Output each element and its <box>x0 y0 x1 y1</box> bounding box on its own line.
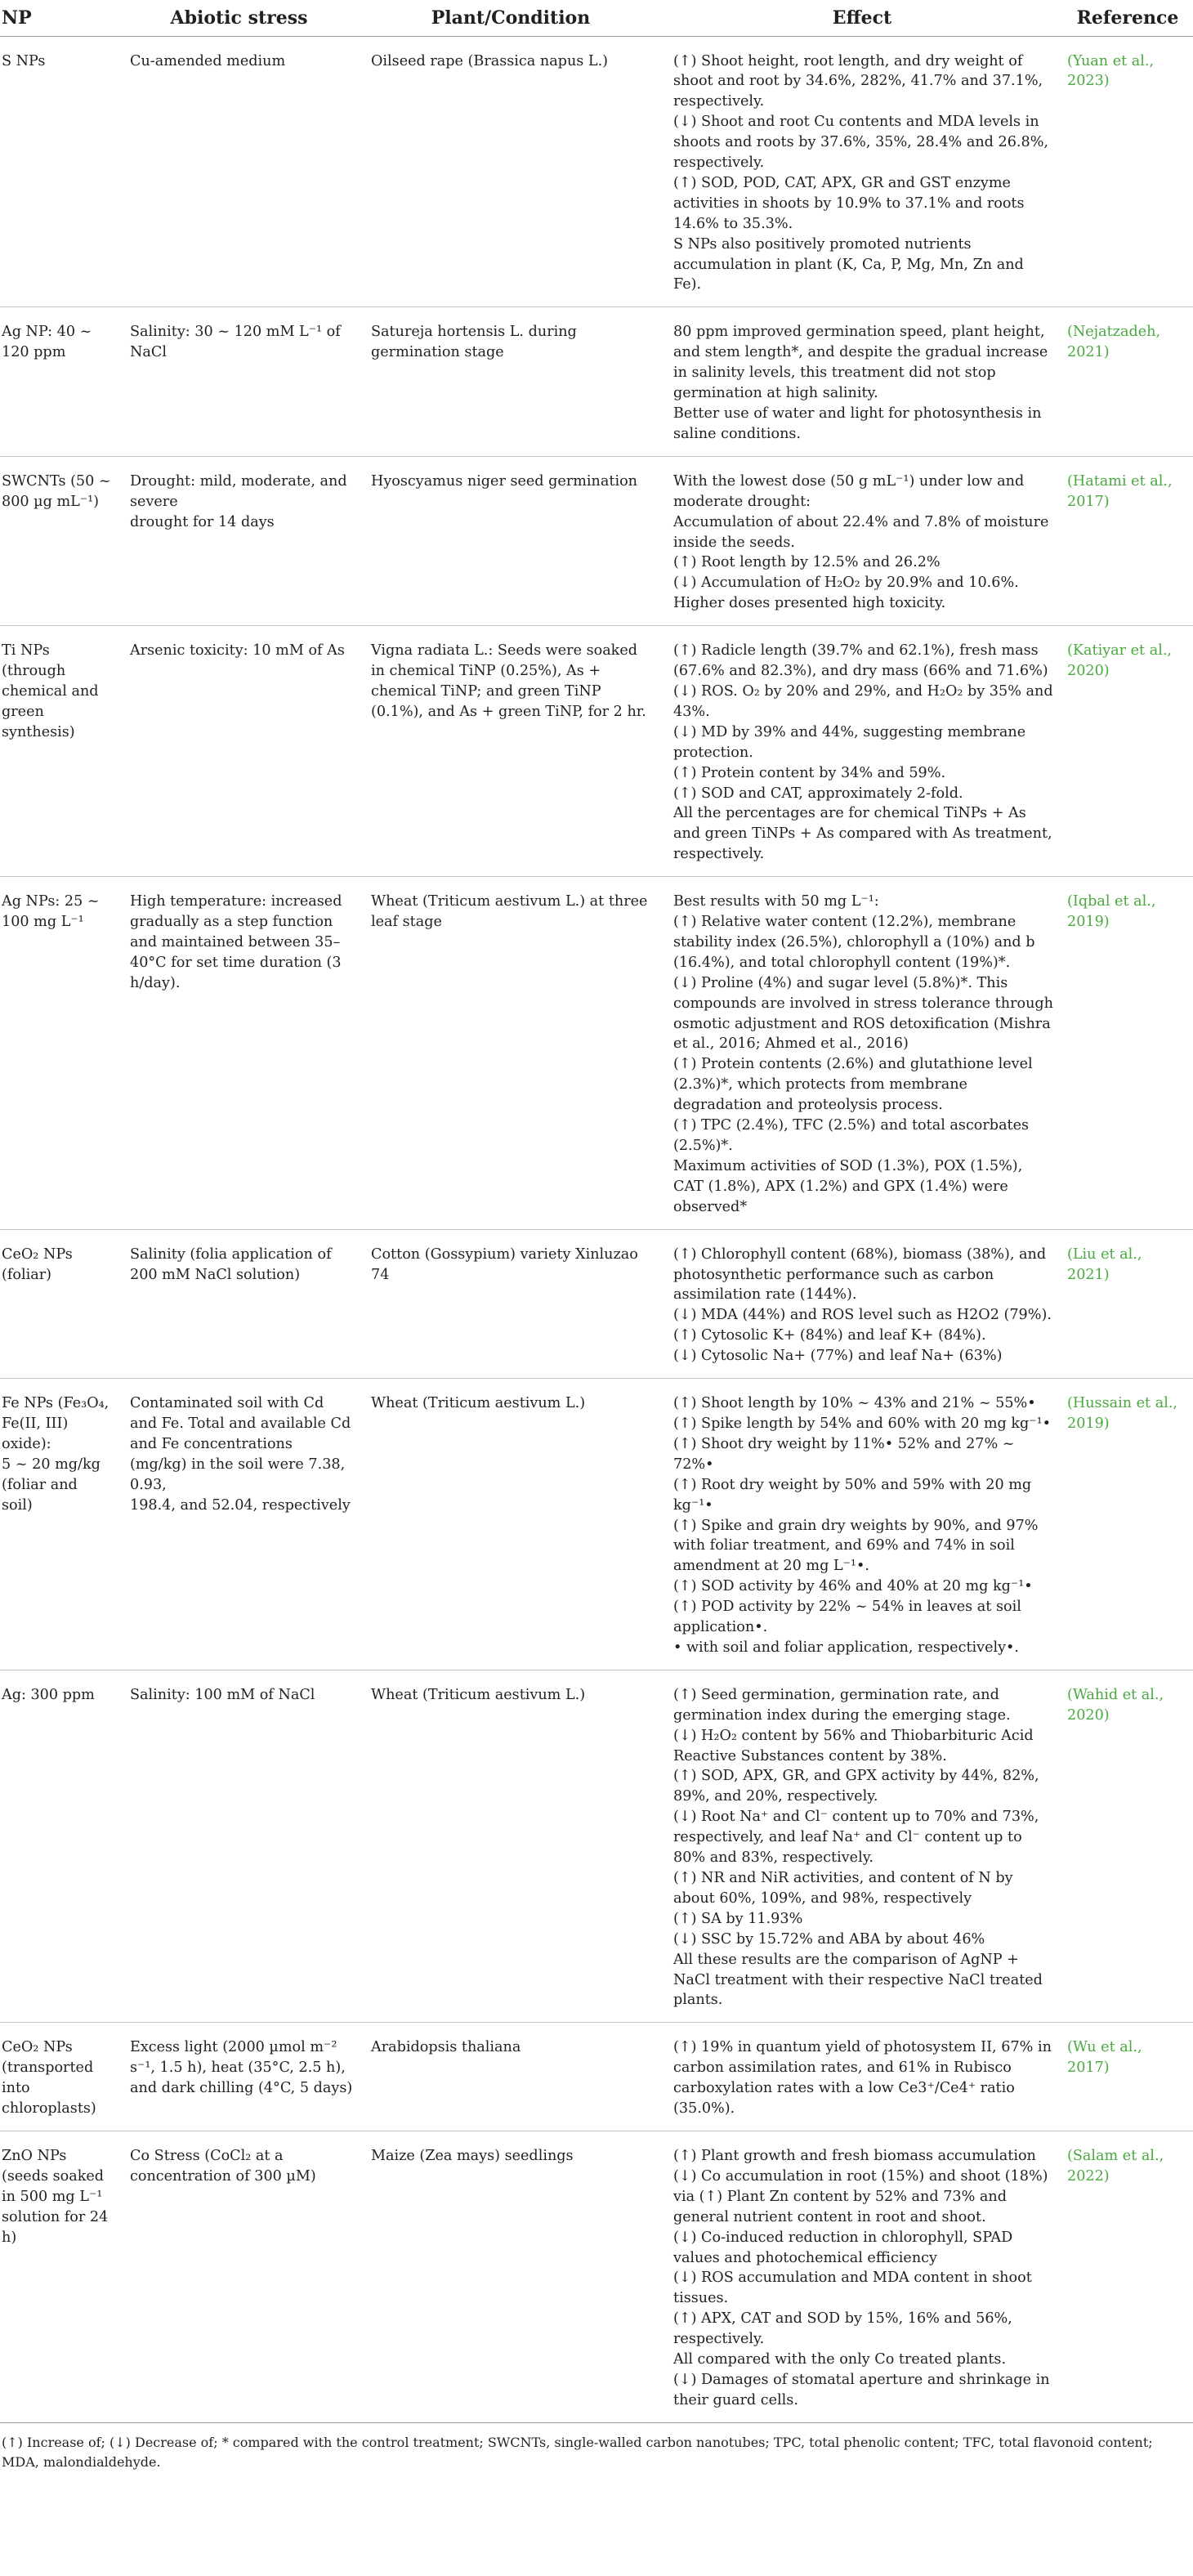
effect-line: (↓) Co accumulation in root (15%) and shoot (18%) <box>673 2167 1048 2185</box>
reference-cell[interactable] <box>1062 36 1193 307</box>
abiotic-stress-cell <box>118 307 360 456</box>
effect-line: (↑) 19% in quantum yield of photosystem II, 67% in carbon assimilation rates, and 61% in Rubisco carboxylation rates with a low Ce3⁺/Ce4⁺ ratio (35.0%). <box>673 2039 1052 2118</box>
plant-condition-cell <box>360 2131 662 2422</box>
effect-cell <box>662 36 1062 307</box>
plant-condition-cell <box>360 1379 662 1670</box>
plant-condition-cell-text: Cotton (Gossypium) variety Xinluzao 74 <box>371 1246 638 1283</box>
abiotic-stress-cell-text: Drought: mild, moderate, and severe <box>130 472 347 510</box>
table-row <box>0 1229 1193 1378</box>
np-cell <box>0 626 118 877</box>
reference-cell-text[interactable]: (Liu et al., 2021) <box>1067 1246 1142 1283</box>
plant-condition-cell-text: Maize (Zea mays) seedlings <box>371 2147 574 2164</box>
abiotic-stress-cell-text: Co Stress (CoCl₂ at a concentration of 300 µM) <box>130 2147 316 2185</box>
table-footnote: (↑) Increase of; (↓) Decrease of; * compared with the control treatment; SWCNTs, single-walled carbon nanotubes; TPC, total phenolic content; TFC, total flavonoid content; MDA, malondialdehyde. <box>0 2422 1193 2472</box>
table-row <box>0 626 1193 877</box>
plant-condition-cell-text: Satureja hortensis L. during germination stage <box>371 324 577 361</box>
effect-line: (↓) Co-induced reduction in chlorophyll, SPAD values and photochemical efficiency <box>673 2229 1013 2266</box>
effect-line: All these results are the comparison of AgNP + NaCl treatment with their respective NaCl treated plants. <box>673 1951 1043 2009</box>
np-cell-text: 5 ~ 20 mg/kg (foliar and soil) <box>2 1456 101 1514</box>
effect-cell <box>662 1670 1062 2023</box>
np-cell <box>0 456 118 625</box>
effect-line: (↓) Damages of stomatal aperture and shrinkage in their guard cells. <box>673 2371 1050 2408</box>
np-cell-text: Ag NPs: 25 ~ 100 mg L⁻¹ <box>2 893 100 931</box>
reference-cell-text[interactable]: (Hatami et al., 2017) <box>1067 472 1173 510</box>
table-row <box>0 2131 1193 2422</box>
effect-line: (↓) H₂O₂ content by 56% and Thiobarbituric Acid Reactive Substances content by 38%. <box>673 1727 1034 1764</box>
abiotic-stress-cell <box>118 2131 360 2422</box>
effect-line: (↓) Shoot and root Cu contents and MDA levels in shoots and roots by 37.6%, 35%, 28.4% and 26.8%, respectively. <box>673 114 1049 172</box>
plant-condition-cell-text: Hyoscyamus niger seed germination <box>371 472 637 490</box>
effect-line: (↑) Shoot dry weight by 11%• 52% and 27% ~ 72%• <box>673 1435 1015 1473</box>
np-cell <box>0 2023 118 2131</box>
table-body <box>0 36 1193 2422</box>
effect-line: (↑) Radicle length (39.7% and 62.1%), fresh mass (67.6% and 82.3%), and dry mass (66% and 71.6%) <box>673 642 1048 680</box>
effect-line: All the percentages are for chemical TiNPs + As and green TiNPs + As compared with As treatment, respectively. <box>673 805 1052 863</box>
table-row <box>0 1670 1193 2023</box>
effect-line: (↑) SOD and CAT, approximately 2-fold. <box>673 785 963 802</box>
effect-line: (↑) Protein contents (2.6%) and glutathione level (2.3%)*, which protects from membrane degradation and proteolysis process. <box>673 1056 1033 1114</box>
table-row <box>0 1379 1193 1670</box>
np-cell <box>0 1229 118 1378</box>
reference-cell[interactable] <box>1062 1229 1193 1378</box>
reference-cell[interactable] <box>1062 456 1193 625</box>
effect-line: (↑) NR and NiR activities, and content of N by about 60%, 109%, and 98%, respectively <box>673 1870 1013 1907</box>
plant-condition-cell <box>360 36 662 307</box>
table-row <box>0 307 1193 456</box>
np-cell <box>0 2131 118 2422</box>
np-cell-text: ZnO NPs (seeds soaked in 500 mg L⁻¹ solution for 24 h) <box>2 2147 109 2246</box>
abiotic-stress-cell-text: Salinity: 100 mM of NaCl <box>130 1686 315 1703</box>
effect-line: (↑) Protein content by 34% and 59%. <box>673 764 946 781</box>
effect-cell <box>662 2023 1062 2131</box>
table-row <box>0 36 1193 307</box>
abiotic-stress-cell-text: Contaminated soil with Cd and Fe. Total and available Cd and Fe concentrations (mg/kg) in the soil were 7.38, 0.93, <box>130 1395 351 1493</box>
header-effect: Effect <box>662 0 1062 36</box>
reference-cell[interactable] <box>1062 1670 1193 2023</box>
abiotic-stress-cell-text: 198.4, and 52.04, respectively <box>130 1496 351 1514</box>
np-cell <box>0 1670 118 2023</box>
effect-line: S NPs also positively promoted nutrients accumulation in plant (K, Ca, P, Mg, Mn, Zn and Fe). <box>673 235 1024 293</box>
plant-condition-cell-text: Oilseed rape (Brassica napus L.) <box>371 52 609 69</box>
effect-line: (↑) SOD, POD, CAT, APX, GR and GST enzyme activities in shoots by 10.9% to 37.1% and roots 14.6% to 35.3%. <box>673 174 1025 232</box>
effect-line: (↑) Chlorophyll content (68%), biomass (38%), and photosynthetic performance such as carbon assimilation rate (144%). <box>673 1246 1047 1304</box>
effect-line: • with soil and foliar application, respectively•. <box>673 1639 1020 1656</box>
effect-line: (↓) ROS. O₂ by 20% and 29%, and H₂O₂ by 35% and 43%. <box>673 682 1053 720</box>
effect-line: (↓) MD by 39% and 44%, suggesting membrane protection. <box>673 723 1026 761</box>
header-np: NP <box>0 0 118 36</box>
abiotic-stress-cell-text: Salinity: 30 ~ 120 mM L⁻¹ of NaCl <box>130 324 341 361</box>
effect-line: (↓) ROS accumulation and MDA content in shoot tissues. <box>673 2270 1032 2307</box>
effect-line: (↑) APX, CAT and SOD by 15%, 16% and 56%, respectively. <box>673 2310 1012 2348</box>
effect-line: (↑) Plant growth and fresh biomass accumulation <box>673 2147 1036 2164</box>
reference-cell[interactable] <box>1062 877 1193 1230</box>
abiotic-stress-cell <box>118 626 360 877</box>
plant-condition-cell <box>360 456 662 625</box>
effect-line: (↓) MDA (44%) and ROS level such as H2O2 (79%). <box>673 1307 1052 1324</box>
effect-line: Better use of water and light for photosynthesis in saline conditions. <box>673 405 1042 442</box>
reference-cell-text[interactable]: (Iqbal et al., 2019) <box>1067 893 1156 931</box>
abiotic-stress-cell <box>118 1670 360 2023</box>
effect-line: Accumulation of about 22.4% and 7.8% of moisture inside the seeds. <box>673 513 1049 551</box>
reference-cell-text[interactable]: (Salam et al., 2022) <box>1067 2147 1164 2185</box>
plant-condition-cell <box>360 1229 662 1378</box>
np-cell-text: S NPs <box>2 52 46 69</box>
effect-line: Higher doses presented high toxicity. <box>673 595 946 612</box>
effect-line: All compared with the only Co treated plants. <box>673 2351 1007 2368</box>
plant-condition-cell-text: Wheat (Triticum aestivum L.) at three leaf stage <box>371 893 648 931</box>
effect-cell <box>662 307 1062 456</box>
abiotic-stress-cell-text: High temperature: increased gradually as a step function and maintained between 35–40°C for set time duration (3 h/day). <box>130 893 342 991</box>
table-header <box>0 0 1193 36</box>
abiotic-stress-cell <box>118 877 360 1230</box>
effect-line: (↑) Shoot height, root length, and dry weight of shoot and root by 34.6%, 282%, 41.7% and 37.1%, respectively. <box>673 52 1043 110</box>
effect-cell <box>662 456 1062 625</box>
effect-line: (↓) Root Na⁺ and Cl⁻ content up to 70% and 73%, respectively, and leaf Na⁺ and Cl⁻ content up to 80% and 83%, respectively. <box>673 1809 1039 1867</box>
abiotic-stress-cell-text: Arsenic toxicity: 10 mM of As <box>130 642 345 660</box>
np-cell-text: Ag: 300 ppm <box>2 1686 95 1703</box>
abiotic-stress-cell-text: Cu-amended medium <box>130 52 286 69</box>
effect-line: Maximum activities of SOD (1.3%), POX (1.5%), CAT (1.8%), APX (1.2%) and GPX (1.4%) were observed* <box>673 1157 1023 1215</box>
reference-cell-text[interactable]: (Wu et al., 2017) <box>1067 2039 1142 2077</box>
header-row <box>0 0 1193 36</box>
effect-line: (↑) SOD, APX, GR, and GPX activity by 44%, 82%, 89%, and 20%, respectively. <box>673 1768 1039 1805</box>
abiotic-stress-cell <box>118 1229 360 1378</box>
np-cell <box>0 307 118 456</box>
effect-line: (↑) Root length by 12.5% and 26.2% <box>673 554 941 571</box>
effect-line: (↑) SOD activity by 46% and 40% at 20 mg kg⁻¹• <box>673 1578 1033 1595</box>
abiotic-stress-cell <box>118 36 360 307</box>
effect-line: 80 ppm improved germination speed, plant height, and stem length*, and despite the gradual increase in salinity levels, this treatment did not stop germination at high salinity. <box>673 324 1048 402</box>
plant-condition-cell <box>360 307 662 456</box>
effect-line: (↓) SSC by 15.72% and ABA by about 46% <box>673 1930 985 1948</box>
effect-cell <box>662 626 1062 877</box>
effect-line: Best results with 50 mg L⁻¹: <box>673 893 879 910</box>
plant-condition-cell <box>360 626 662 877</box>
plant-condition-cell-text: Wheat (Triticum aestivum L.) <box>371 1686 586 1703</box>
abiotic-stress-cell <box>118 456 360 625</box>
abiotic-stress-cell <box>118 1379 360 1670</box>
np-cell-text: Ag NP: 40 ~ 120 ppm <box>2 324 92 361</box>
effect-line: (↑) Relative water content (12.2%), membrane stability index (26.5%), chlorophyll a (10%) and b (16.4%), and total chlorophyll content (19%)*. <box>673 914 1035 971</box>
effect-line: (↑) SA by 11.93% <box>673 1910 803 1927</box>
abiotic-stress-cell <box>118 2023 360 2131</box>
plant-condition-cell <box>360 2023 662 2131</box>
reference-cell-text[interactable]: (Hussain et al., 2019) <box>1067 1395 1178 1432</box>
effect-line: With the lowest dose (50 g mL⁻¹) under low and moderate drought: <box>673 472 1025 510</box>
abiotic-stress-cell-text: Excess light (2000 µmol m⁻² s⁻¹, 1.5 h), heat (35°C, 2.5 h), and dark chilling (4°C, 5 days) <box>130 2039 353 2097</box>
np-cell-text: CeO₂ NPs (foliar) <box>2 1246 73 1283</box>
reference-cell[interactable] <box>1062 307 1193 456</box>
effect-line: (↑) Cytosolic K+ (84%) and leaf K+ (84%). <box>673 1327 986 1344</box>
effect-line: (↑) TPC (2.4%), TFC (2.5%) and total ascorbates (2.5%)*. <box>673 1117 1030 1154</box>
effect-line: (↑) Seed germination, germination rate, and germination index during the emerging stage. <box>673 1686 1011 1724</box>
reference-cell-text[interactable]: (Yuan et al., 2023) <box>1067 52 1155 90</box>
np-cell-text: Fe NPs (Fe₃O₄, Fe(II, III) oxide): <box>2 1395 109 1452</box>
reference-cell-text[interactable]: (Wahid et al., 2020) <box>1067 1686 1164 1724</box>
plant-condition-cell-text: Arabidopsis thaliana <box>371 2039 521 2056</box>
table-row <box>0 2023 1193 2131</box>
effect-line: (↓) Proline (4%) and sugar level (5.8%)*. This compounds are involved in stress tolerance through osmotic adjustment and ROS detoxification (Mishra et al., 2016; Ahmed et al., 2016) <box>673 974 1053 1053</box>
effect-cell <box>662 877 1062 1230</box>
reference-cell[interactable] <box>1062 2023 1193 2131</box>
header-abiotic-stress: Abiotic stress <box>118 0 360 36</box>
reference-cell[interactable] <box>1062 626 1193 877</box>
header-plant-condition: Plant/Condition <box>360 0 662 36</box>
effect-cell <box>662 2131 1062 2422</box>
table-row <box>0 456 1193 625</box>
plant-condition-cell <box>360 1670 662 2023</box>
effect-line: (↑) Spike and grain dry weights by 90%, and 97% with foliar treatment, and 69% and 74% in soil amendment at 20 mg L⁻¹•. <box>673 1517 1039 1575</box>
effect-line: (↑) POD activity by 22% ~ 54% in leaves at soil application•. <box>673 1599 1021 1636</box>
abiotic-stress-cell-text: drought for 14 days <box>130 513 275 530</box>
np-cell-text: SWCNTs (50 ~ 800 µg mL⁻¹) <box>2 472 111 510</box>
effect-line: (↑) Root dry weight by 50% and 59% with 20 mg kg⁻¹• <box>673 1476 1032 1514</box>
table-row <box>0 877 1193 1230</box>
effect-line: (↑) Spike length by 54% and 60% with 20 mg kg⁻¹• <box>673 1415 1051 1432</box>
reference-cell[interactable] <box>1062 2131 1193 2422</box>
reference-cell-text[interactable]: (Katiyar et al., 2020) <box>1067 642 1173 680</box>
plant-condition-cell <box>360 877 662 1230</box>
reference-cell-text[interactable]: (Nejatzadeh, 2021) <box>1067 324 1161 361</box>
plant-condition-cell-text: Wheat (Triticum aestivum L.) <box>371 1395 586 1412</box>
np-cell <box>0 1379 118 1670</box>
np-cell-text: CeO₂ NPs (transported into chloroplasts) <box>2 2039 96 2118</box>
np-cell-text: Ti NPs (through chemical and green synthesis) <box>2 642 99 740</box>
effect-cell <box>662 1379 1062 1670</box>
effect-line: (↓) Accumulation of H₂O₂ by 20.9% and 10.6%. <box>673 575 1019 592</box>
header-reference: Reference <box>1062 0 1193 36</box>
effect-line: (↑) Shoot length by 10% ~ 43% and 21% ~ 55%• <box>673 1395 1036 1412</box>
effect-cell <box>662 1229 1062 1378</box>
effect-line: (↓) Cytosolic Na+ (77%) and leaf Na+ (63%) <box>673 1348 1003 1365</box>
np-cell <box>0 877 118 1230</box>
np-cell <box>0 36 118 307</box>
reference-cell[interactable] <box>1062 1379 1193 1670</box>
abiotic-stress-cell-text: Salinity (folia application of 200 mM NaCl solution) <box>130 1246 332 1283</box>
plant-condition-cell-text: Vigna radiata L.: Seeds were soaked in chemical TiNP (0.25%), As + chemical TiNP; and green TiNP (0.1%), and As + green TiNP, for 2 hr. <box>371 642 646 720</box>
effect-line: via (↑) Plant Zn content by 52% and 73% and general nutrient content in root and shoot. <box>673 2188 1008 2225</box>
